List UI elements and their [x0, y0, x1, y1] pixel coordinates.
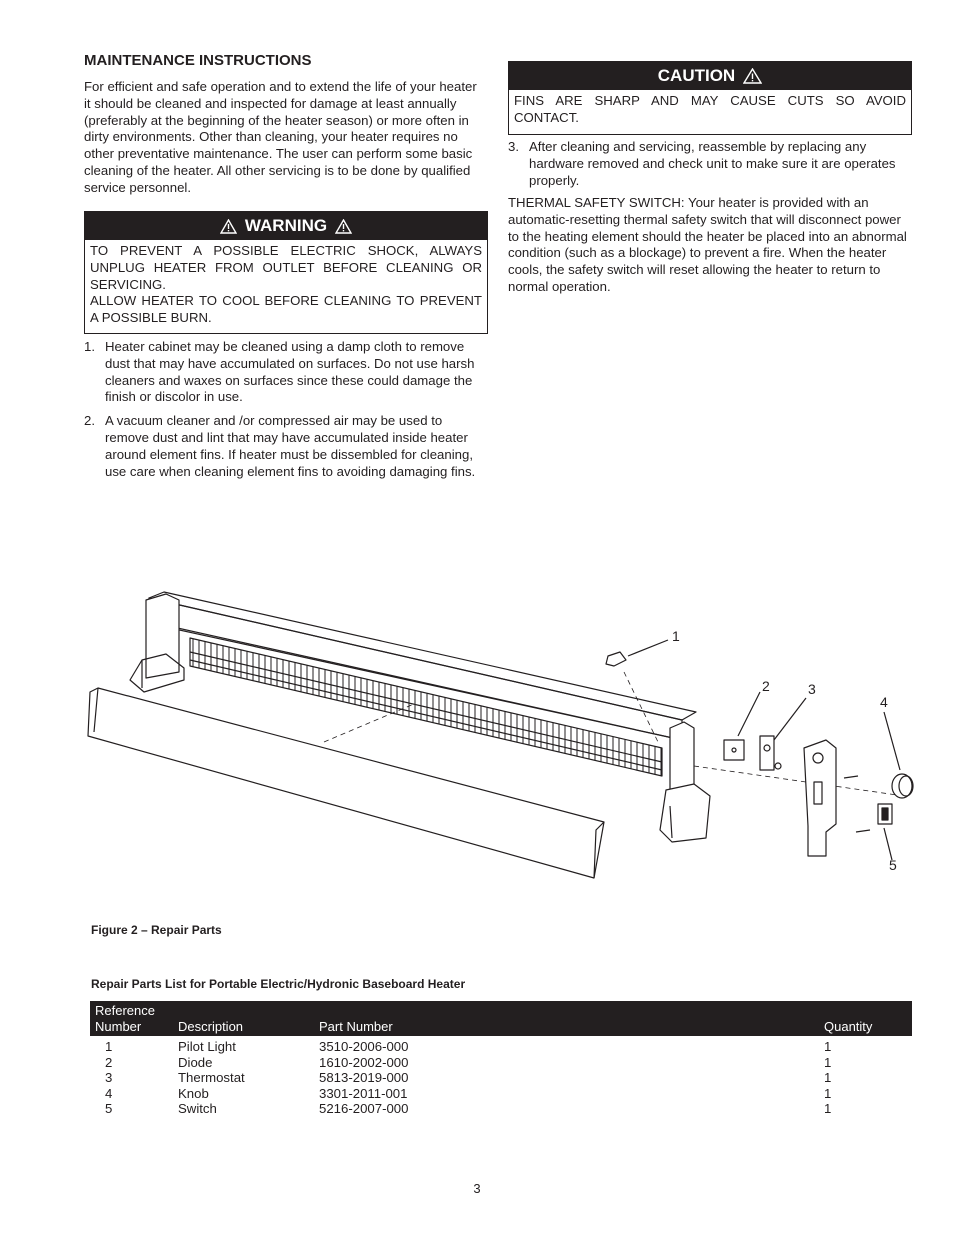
cell-ref: 1	[105, 1039, 113, 1054]
list-item	[84, 339, 489, 406]
cell-part: 5216-2007-000	[319, 1101, 409, 1116]
thermal-safety-paragraph: THERMAL SAFETY SWITCH: Your heater is provided with an automatic-resetting thermal safety switch that will disconnect power to the heating element should the heater be placed into an abnormal condition (such as a blockage) to prevent a fire. When the heater cools, the safety switch will reset allowing the heater to return to normal operation.	[508, 195, 907, 294]
list-item	[508, 139, 903, 189]
step-text: After cleaning and servicing, reassemble by replacing any hardware removed and check unit to make sure it are operates properly.	[529, 139, 896, 188]
switch-part	[878, 804, 892, 824]
parts-table-title: Repair Parts List for Portable Electric/Hydronic Baseboard Heater	[91, 977, 466, 991]
cell-description: Knob	[178, 1085, 209, 1101]
callout-1: 1	[672, 628, 680, 644]
table-row	[90, 1055, 912, 1071]
side-bracket	[804, 740, 870, 856]
reassembly-step	[508, 139, 903, 196]
cell-description: Switch	[178, 1101, 217, 1116]
cell-qty: 1	[824, 1070, 832, 1085]
caution-box	[508, 61, 912, 135]
knob-part	[892, 774, 913, 798]
header-description: Description	[178, 1018, 244, 1034]
cell-ref: 2	[105, 1054, 113, 1070]
table-row	[90, 1101, 912, 1117]
callout-5: 5	[889, 857, 897, 873]
header-part-number: Part Number	[319, 1018, 393, 1034]
cell-part: 3510-2006-000	[319, 1039, 409, 1054]
step-number: 2.	[84, 413, 95, 429]
parts-table-header	[90, 1001, 912, 1036]
warning-triangle-icon	[335, 219, 352, 234]
cell-part: 3301-2011-001	[319, 1085, 408, 1101]
step-text: A vacuum cleaner and /or compressed air may be used to remove dust and lint that may have accumulated inside heater around element fins. If heater must be dissembled for cleaning, use care when cleaning element fins to avoiding damaging fins.	[105, 413, 476, 479]
callout-3: 3	[808, 681, 816, 697]
cell-part: 5813-2019-000	[319, 1070, 409, 1085]
cell-ref: 5	[105, 1101, 113, 1116]
cell-ref: 3	[105, 1070, 113, 1085]
figure-caption: Figure 2 – Repair Parts	[91, 923, 222, 937]
warning-triangle-icon	[220, 219, 237, 234]
parts-table	[90, 1001, 912, 1117]
cell-ref: 4	[105, 1085, 113, 1101]
table-row	[90, 1070, 912, 1086]
cell-part: 1610-2002-000	[319, 1054, 409, 1070]
step-number: 1.	[84, 339, 95, 354]
cell-qty: 1	[824, 1039, 832, 1054]
maintenance-heading: MAINTENANCE INSTRUCTIONS	[84, 52, 312, 69]
cell-qty: 1	[824, 1101, 832, 1116]
header-number: Number	[95, 1018, 142, 1034]
warning-line-2: ALLOW HEATER TO COOL BEFORE CLEANING TO PREVENT A POSSIBLE BURN.	[90, 293, 482, 326]
cell-description: Pilot Light	[178, 1039, 236, 1054]
step-text: Heater cabinet may be cleaned using a damp cloth to remove dust that may have accumulated on surfaces. Do not use harsh cleaners and waxes on surfaces since these could damage the finish or discolor in use.	[105, 339, 475, 405]
diode-part	[724, 740, 744, 760]
caution-header	[509, 62, 911, 90]
repair-parts-figure	[84, 580, 924, 890]
warning-line-1: TO PREVENT A POSSIBLE ELECTRIC SHOCK, ALWAYS UNPLUG HEATER FROM OUTLET BEFORE CLEANING OR SERVICING.	[90, 243, 482, 292]
header-quantity: Quantity	[824, 1018, 873, 1034]
table-row	[90, 1039, 912, 1055]
list-item	[84, 413, 489, 480]
callout-2: 2	[762, 678, 770, 694]
warning-box	[84, 211, 488, 334]
cell-qty: 1	[824, 1085, 832, 1101]
caution-text: FINS ARE SHARP AND MAY CAUSE CUTS SO AVOID CONTACT.	[514, 93, 906, 125]
cleaning-steps	[84, 339, 489, 487]
thermostat-part	[760, 736, 781, 770]
warning-text	[85, 240, 487, 331]
pilot-light-part	[606, 652, 626, 666]
cell-qty: 1	[824, 1054, 832, 1070]
table-row	[90, 1086, 912, 1102]
warning-header	[85, 212, 487, 240]
callout-4: 4	[880, 694, 888, 710]
maintenance-intro: For efficient and safe operation and to extend the life of your heater it should be cleaned and inspected for damage at least annually (preferably at the beginning of the heater season) or more often in dirty environments. Other than cleaning, your heater requires no other preventative maintenance. The user can perform some basic cleaning of the heater. All other servicing is to be done by qualified service personnel.	[84, 79, 477, 195]
page-number: 3	[473, 1181, 481, 1196]
caution-title: CAUTION	[657, 66, 736, 85]
cell-description: Diode	[178, 1054, 213, 1070]
cell-description: Thermostat	[178, 1070, 245, 1085]
warning-triangle-icon	[743, 68, 762, 84]
header-reference: Reference	[95, 1003, 155, 1018]
step-number: 3.	[508, 139, 519, 154]
warning-title: WARNING	[244, 216, 328, 235]
